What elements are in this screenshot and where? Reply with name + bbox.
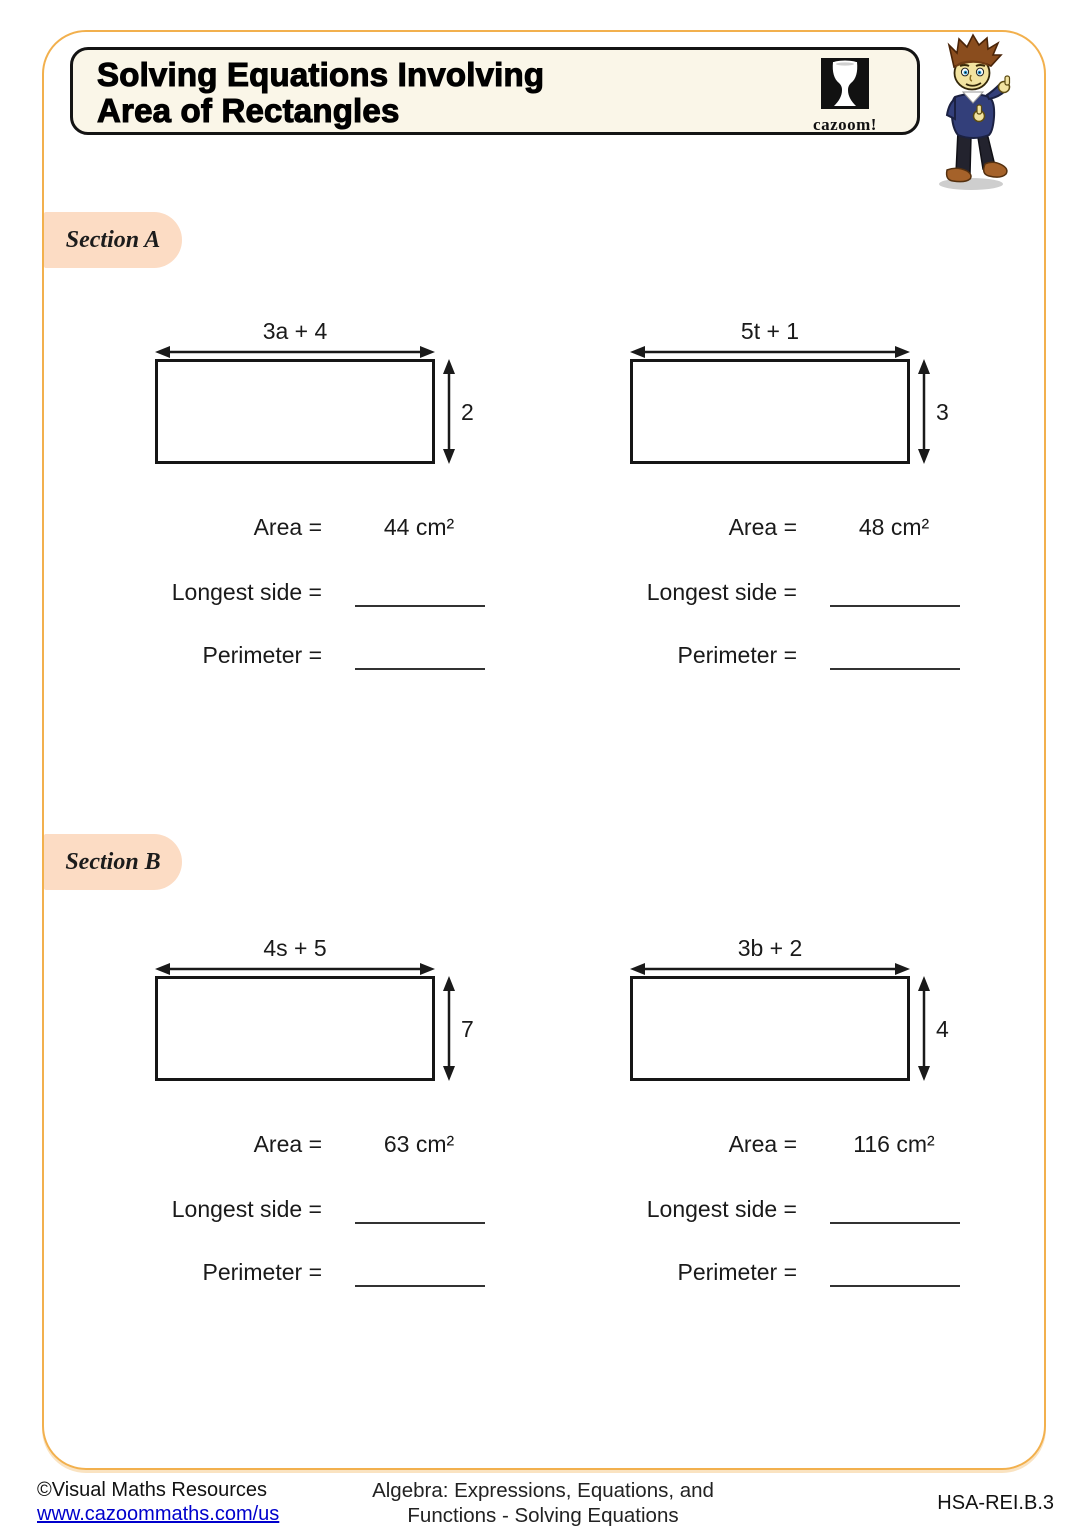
cazoom-logo-text: cazoom! [813, 115, 877, 134]
problem-a2 [630, 318, 975, 688]
problem-b2 [630, 935, 975, 1305]
footer-website-link[interactable]: www.cazoommaths.com/us [37, 1503, 280, 1525]
vertical-arrow-icon [917, 976, 931, 1081]
perimeter-answer-line [355, 668, 485, 670]
width-dimension-label: 3b + 2 [737, 935, 803, 961]
perimeter-answer-line [830, 1285, 960, 1287]
height-dimension-label: 2 [461, 399, 474, 425]
width-dimension-label: 5t + 1 [740, 318, 800, 344]
problem-b1 [155, 935, 500, 1305]
area-value: 44 cm² [383, 514, 455, 540]
area-label: Area = [728, 1131, 797, 1157]
worksheet-header [70, 47, 920, 135]
footer-topic-line1: Algebra: Expressions, Equations, and [372, 1479, 714, 1502]
horizontal-arrow-icon [630, 962, 910, 976]
perimeter-label: Perimeter = [677, 1259, 797, 1285]
perimeter-label: Perimeter = [677, 642, 797, 668]
section-b-heading [44, 834, 182, 890]
cazoom-vase-icon [821, 58, 869, 109]
perimeter-answer-line [830, 668, 960, 670]
footer-standard-code: HSA-REI.B.3 [937, 1492, 1054, 1514]
area-label: Area = [728, 514, 797, 540]
vertical-arrow-icon [917, 359, 931, 464]
longest-side-answer-line [355, 1222, 485, 1224]
rectangle-shape [630, 976, 910, 1081]
area-value: 116 cm² [853, 1131, 935, 1157]
rectangle-shape [155, 359, 435, 464]
mascot-character-illustration [925, 33, 1020, 193]
page-title-line1: Solving Equations Involving [97, 56, 545, 93]
width-dimension-label: 3a + 4 [262, 318, 328, 344]
vertical-arrow-icon [442, 976, 456, 1081]
footer-topic-line2: Functions - Solving Equations [407, 1504, 679, 1527]
perimeter-label: Perimeter = [202, 642, 322, 668]
rectangle-shape [155, 976, 435, 1081]
section-b-label-text: Section B [65, 848, 161, 875]
horizontal-arrow-icon [155, 345, 435, 359]
horizontal-arrow-icon [630, 345, 910, 359]
longest-side-label: Longest side = [171, 1196, 322, 1222]
longest-side-label: Longest side = [646, 579, 797, 605]
area-value: 48 cm² [858, 514, 930, 540]
longest-side-answer-line [830, 1222, 960, 1224]
longest-side-label: Longest side = [646, 1196, 797, 1222]
area-label: Area = [253, 1131, 322, 1157]
height-dimension-label: 4 [936, 1016, 949, 1042]
longest-side-answer-line [830, 605, 960, 607]
area-label: Area = [253, 514, 322, 540]
area-value: 63 cm² [383, 1131, 455, 1157]
height-dimension-label: 3 [936, 399, 949, 425]
page-title-line2: Area of Rectangles [97, 92, 400, 129]
perimeter-label: Perimeter = [202, 1259, 322, 1285]
vertical-arrow-icon [442, 359, 456, 464]
height-dimension-label: 7 [461, 1016, 474, 1042]
footer-topic [0, 1478, 1086, 1528]
footer-copyright: ©Visual Maths Resources [37, 1479, 268, 1501]
perimeter-answer-line [355, 1285, 485, 1287]
section-a-heading [44, 212, 182, 268]
cazoom-logo [799, 58, 891, 135]
problem-a1 [155, 318, 500, 688]
section-a-label-text: Section A [65, 226, 161, 253]
horizontal-arrow-icon [155, 962, 435, 976]
page-title [97, 57, 544, 129]
rectangle-shape [630, 359, 910, 464]
longest-side-answer-line [355, 605, 485, 607]
width-dimension-label: 4s + 5 [263, 935, 327, 961]
longest-side-label: Longest side = [171, 579, 322, 605]
